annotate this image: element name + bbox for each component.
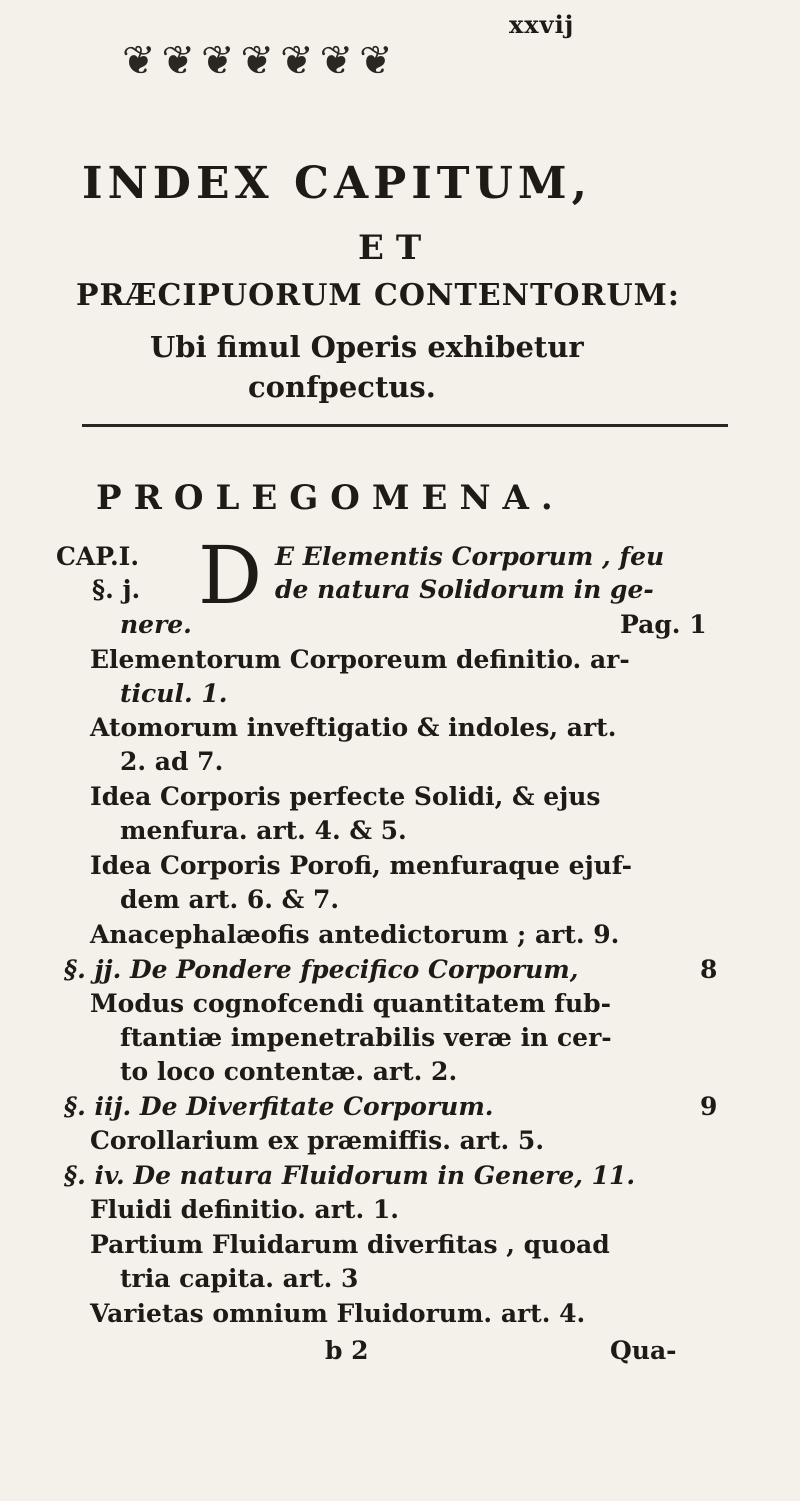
section-4-title: §. iv. De natura Fluidorum in Genere, 11. [64, 1161, 636, 1190]
page-number: xxvij [509, 10, 575, 39]
entry-text: menfura. art. 4. & 5. [120, 816, 407, 845]
divider-rule [82, 424, 728, 427]
subtitle-line-1: Ubi fimul Operis exhibetur [150, 330, 584, 364]
entry-text: 2. ad 7. [120, 747, 224, 776]
drop-cap: D [198, 529, 263, 622]
page-title: INDEX CAPITUM, [82, 158, 592, 209]
entry-text: Elementorum Corporeum definitio. ar- [90, 645, 630, 674]
section-3-page-ref: 9 [700, 1092, 718, 1121]
entry-text: Modus cognofcendi quantitatem fub- [90, 989, 611, 1018]
section-2-page-ref: 8 [700, 955, 718, 984]
entry-text: dem art. 6. & 7. [120, 885, 340, 914]
entry-text: to loco contentæ. art. 2. [120, 1057, 458, 1086]
entry-text: Fluidi definitio. art. 1. [90, 1195, 399, 1224]
chapter-title-line-3: nere. [120, 610, 192, 639]
entry-text: Partium Fluidarum diverfitas , quoad [90, 1230, 610, 1259]
entry-text: Idea Corporis Porofi, menfuraque ejuf- [90, 851, 633, 880]
section-2-title: §. jj. De Pondere fpecifico Corporum, [64, 955, 579, 984]
entry-text: ftantiæ impenetrabilis veræ in cer- [120, 1023, 612, 1052]
entry-text: Anacephalæofis antedictorum ; art. 9. [90, 920, 620, 949]
catchword: Qua- [610, 1336, 677, 1365]
entry-text: ticul. 1. [120, 679, 228, 708]
chapter-title-line-1: E Elementis Corporum , feu [275, 542, 665, 571]
ornament-band: ❦❦❦❦❦❦❦ [122, 38, 399, 84]
signature-mark: b 2 [325, 1336, 369, 1365]
entry-text: Varietas omnium Fluidorum. art. 4. [90, 1299, 586, 1328]
entry-text: Idea Corporis perfecte Solidi, & ejus [90, 782, 601, 811]
title-et: ET [358, 228, 434, 268]
page-subtitle: PRÆCIPUORUM CONTENTORUM: [76, 278, 680, 313]
entry-text: tria capita. art. 3 [120, 1264, 359, 1293]
chapter-label: CAP.I. [56, 542, 140, 571]
entry-text: Corollarium ex præmiffis. art. 5. [90, 1126, 545, 1155]
subtitle-line-2: confpectus. [248, 370, 436, 404]
section-heading: PROLEGOMENA. [96, 478, 565, 518]
section-marker: §. j. [92, 575, 141, 604]
section-3-title: §. iij. De Diverfitate Corporum. [64, 1092, 494, 1121]
chapter-page-ref: Pag. 1 [620, 610, 707, 639]
entry-text: Atomorum inveftigatio & indoles, art. [90, 713, 617, 742]
chapter-title-line-2: de natura Solidorum in ge- [275, 575, 654, 604]
